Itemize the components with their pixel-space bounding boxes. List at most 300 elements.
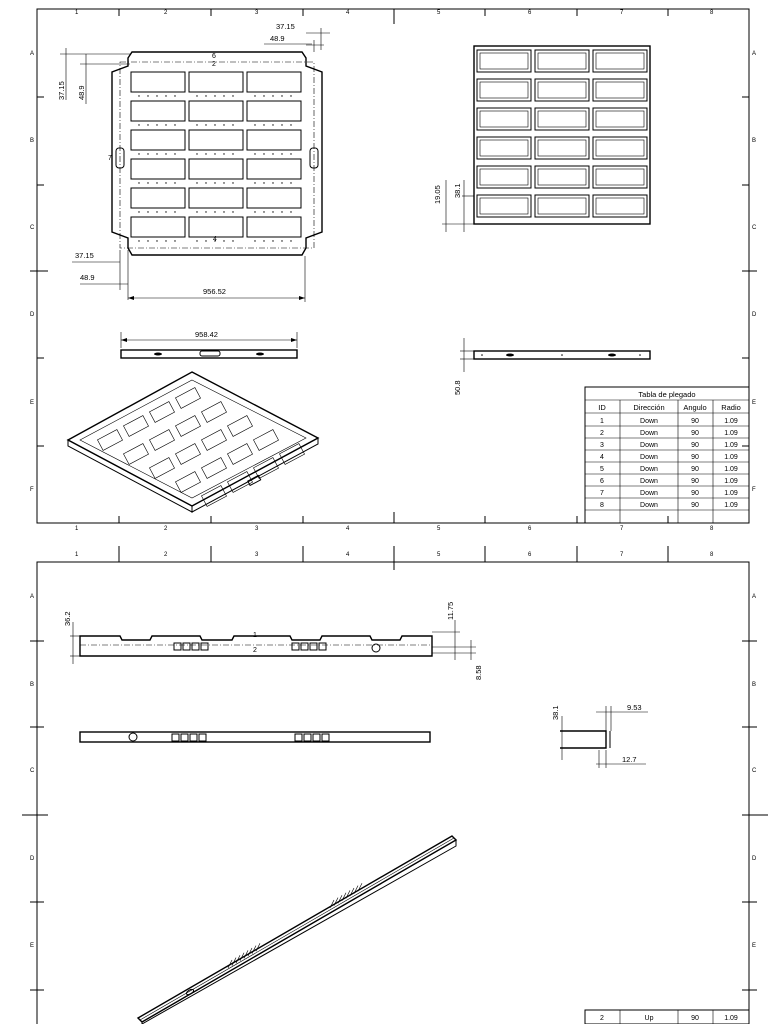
- cutout: [593, 166, 647, 188]
- iso-slot: [346, 890, 350, 898]
- table-cell: 2: [600, 1015, 604, 1022]
- rivet-dot: [281, 240, 282, 241]
- dimension: 8.58: [474, 665, 483, 680]
- vent-slot: [304, 734, 311, 741]
- col-label: 2: [164, 10, 168, 16]
- rivet-dot: [205, 95, 206, 96]
- rivet-dot: [165, 153, 166, 154]
- cutout: [131, 101, 185, 121]
- iso-cutout: [227, 444, 252, 465]
- table-cell: 7: [600, 490, 604, 497]
- dimension: 38.1: [551, 705, 560, 720]
- cutout-inner: [596, 198, 644, 214]
- bend-label: 4: [213, 236, 217, 243]
- row-label: D: [30, 312, 35, 318]
- top-flat-view: [57, 22, 330, 302]
- rivet-dot: [254, 95, 255, 96]
- rivet-dot: [156, 153, 157, 154]
- iso-cutout: [175, 472, 200, 493]
- vent-slot: [190, 734, 197, 741]
- cutout-grid-right: [477, 50, 647, 217]
- rivet-dot: [232, 240, 233, 241]
- table-cell: 6: [600, 478, 604, 485]
- iso-cutout: [149, 430, 174, 451]
- col-label: 7: [620, 10, 624, 16]
- vent-slot: [295, 734, 302, 741]
- rivet-dot: [165, 211, 166, 212]
- row-label: D: [30, 856, 35, 862]
- rivet-dot: [232, 211, 233, 212]
- iso-cutout: [253, 430, 278, 451]
- row-label: A: [752, 51, 757, 57]
- table-cell: 1.09: [724, 490, 738, 497]
- bend-label: 7: [108, 155, 112, 162]
- col-label: 3: [255, 10, 259, 16]
- table-cell: Down: [640, 442, 658, 449]
- rivet-dot: [254, 211, 255, 212]
- table-cell: 8: [600, 502, 604, 509]
- cutout-inner: [596, 169, 644, 185]
- rivet-dot: [174, 95, 175, 96]
- cutout: [593, 195, 647, 217]
- vent-slot: [292, 643, 299, 650]
- vent-slot: [172, 734, 179, 741]
- rivet-dot: [165, 124, 166, 125]
- rivet-dot: [205, 182, 206, 183]
- row-label: B: [30, 138, 35, 144]
- iso-cutout: [123, 416, 148, 437]
- table-cell: 90: [691, 454, 699, 461]
- col-label: 1: [75, 552, 79, 558]
- iso-cutout: [201, 402, 226, 423]
- table-cell: Down: [640, 490, 658, 497]
- rivet-dot: [272, 95, 273, 96]
- cutout-inner: [480, 82, 528, 98]
- vent-slots-2: [172, 734, 329, 741]
- vent-slot: [199, 734, 206, 741]
- iso-cutout: [175, 444, 200, 465]
- isometric-view: [68, 372, 318, 512]
- rivet-dot: [138, 240, 139, 241]
- cutout: [189, 101, 243, 121]
- rivet-dot: [223, 182, 224, 183]
- col-label: 6: [528, 526, 532, 532]
- cutout: [189, 159, 243, 179]
- cutout-inner: [480, 53, 528, 69]
- dimension: 48.9: [80, 273, 95, 282]
- vent-slot: [181, 734, 188, 741]
- rivet-dot: [138, 153, 139, 154]
- col-label: 8: [710, 552, 714, 558]
- row-label: C: [752, 768, 757, 774]
- rivet-dot: [138, 124, 139, 125]
- sheet1-row-labels-left: [30, 51, 35, 493]
- cutout-inner: [538, 140, 586, 156]
- iso-cutout: [175, 388, 200, 409]
- table-cell: 3: [600, 442, 604, 449]
- cutout: [131, 159, 185, 179]
- cutout: [131, 130, 185, 150]
- rivet-dot: [165, 182, 166, 183]
- rivet-dot: [281, 211, 282, 212]
- bend-label: 2: [212, 61, 216, 68]
- col-label: 4: [346, 526, 350, 532]
- table-cell: Down: [640, 502, 658, 509]
- rivet-dot: [232, 95, 233, 96]
- rivet-dot: [156, 95, 157, 96]
- row-label: B: [752, 138, 757, 144]
- table-cell: 90: [691, 466, 699, 473]
- iso-cutout: [123, 444, 148, 465]
- row-label: A: [30, 594, 35, 600]
- vent-slot: [322, 734, 329, 741]
- sheet2-row-labels-left: [30, 594, 35, 949]
- table-cell: 90: [691, 442, 699, 449]
- rivet-dot: [174, 124, 175, 125]
- vent-slot: [201, 643, 208, 650]
- cutout: [593, 108, 647, 130]
- col-label: 4: [346, 10, 350, 16]
- table-cell: 1.09: [724, 478, 738, 485]
- row-label: D: [752, 312, 757, 318]
- rivet-dot: [223, 153, 224, 154]
- table-cell: 90: [691, 418, 699, 425]
- rivet-dot: [290, 153, 291, 154]
- rivet-dot: [290, 95, 291, 96]
- cutout: [131, 188, 185, 208]
- cutout-inner: [596, 140, 644, 156]
- flat-strip-view: [63, 602, 483, 680]
- table-cell: 90: [691, 430, 699, 437]
- rivet-dot: [290, 240, 291, 241]
- table-cell: 90: [691, 502, 699, 509]
- iso-cutout: [253, 458, 278, 479]
- rivet-dot: [196, 124, 197, 125]
- row-label: E: [752, 943, 757, 949]
- col-label: 8: [710, 10, 714, 16]
- cutout: [477, 108, 531, 130]
- cutout: [477, 137, 531, 159]
- rivet-dot: [223, 124, 224, 125]
- table-cell: Down: [640, 466, 658, 473]
- iso-cutout: [97, 430, 122, 451]
- rivet-dot: [254, 240, 255, 241]
- rivet-dot: [156, 211, 157, 212]
- bend-label: 6: [212, 53, 216, 60]
- dimension: 50.8: [453, 380, 462, 395]
- rivet-dot: [147, 95, 148, 96]
- iso-cutout: [201, 430, 226, 451]
- rivet-dot: [138, 95, 139, 96]
- vent-slot: [319, 643, 326, 650]
- cutout: [189, 72, 243, 92]
- dimension: 48.9: [270, 34, 285, 43]
- isometric-bar: [138, 836, 456, 1024]
- cutout: [131, 72, 185, 92]
- rivet-dot: [263, 153, 264, 154]
- rivet-dot: [156, 240, 157, 241]
- cutout: [477, 79, 531, 101]
- rivet-dot: [254, 182, 255, 183]
- table-cell: 1.09: [724, 430, 738, 437]
- cutout-inner: [538, 82, 586, 98]
- rivet-dot: [147, 240, 148, 241]
- rivet-dot: [281, 153, 282, 154]
- dimension: 36.2: [63, 611, 72, 626]
- rivet-dot: [196, 211, 197, 212]
- rivet-dot: [147, 211, 148, 212]
- cutout: [535, 137, 589, 159]
- rivet-dot: [165, 240, 166, 241]
- row-label: F: [30, 487, 34, 493]
- cutout-inner: [480, 140, 528, 156]
- cutout-grid: [131, 72, 301, 242]
- dimension: 11.75: [446, 601, 455, 620]
- rivet-dot: [254, 153, 255, 154]
- rivet-dot: [196, 182, 197, 183]
- rivet-dot: [138, 182, 139, 183]
- round-hole: [372, 644, 380, 652]
- dimension: 37.15: [57, 81, 66, 100]
- table-title: Tabla de plegado: [638, 390, 696, 399]
- col-label: 7: [620, 526, 624, 532]
- dimension: 958.42: [195, 330, 218, 339]
- rivet-dot: [196, 153, 197, 154]
- rivet-dot: [196, 95, 197, 96]
- iso-cutout: [175, 416, 200, 437]
- row-label: C: [752, 225, 757, 231]
- rivet-dot: [263, 211, 264, 212]
- vent-slot: [313, 734, 320, 741]
- table-header: Radio: [721, 403, 741, 412]
- table-cell: 1.09: [724, 418, 738, 425]
- dimension: 37.15: [75, 251, 94, 260]
- cutout: [535, 195, 589, 217]
- cutout-inner: [538, 111, 586, 127]
- cutout-inner: [538, 198, 586, 214]
- rivet-dot: [214, 124, 215, 125]
- table-cell: Down: [640, 430, 658, 437]
- rivet-dot: [205, 124, 206, 125]
- sheet2-frame: [22, 546, 768, 1024]
- rivet-dot: [223, 240, 224, 241]
- table-cell: 1.09: [724, 502, 738, 509]
- rivet-dot: [223, 211, 224, 212]
- dimension: 48.9: [77, 85, 86, 100]
- table-cell: 1.09: [724, 1015, 738, 1022]
- dimension: 9.53: [627, 703, 642, 712]
- cutout-inner: [480, 198, 528, 214]
- rivet-dot: [232, 124, 233, 125]
- cutout-inner: [480, 169, 528, 185]
- rivet-dot: [272, 124, 273, 125]
- rivet-dot: [165, 95, 166, 96]
- table-cell: 5: [600, 466, 604, 473]
- cutout: [131, 217, 185, 237]
- cutout-inner: [596, 53, 644, 69]
- bend-table-2: [585, 1010, 749, 1024]
- cutout: [189, 217, 243, 237]
- rivet-dot: [205, 240, 206, 241]
- bend-label: 2: [253, 647, 257, 654]
- table-cell: 1.09: [724, 454, 738, 461]
- cutout-inner: [480, 111, 528, 127]
- vent-slot: [192, 643, 199, 650]
- section-detail: [551, 703, 648, 768]
- col-label: 4: [346, 552, 350, 558]
- cutout-inner: [538, 169, 586, 185]
- table-cell: Up: [644, 1015, 654, 1022]
- sheet1-column-labels-bottom: [75, 526, 714, 532]
- col-label: 5: [437, 552, 441, 558]
- cutout-inner: [596, 111, 644, 127]
- rivet-dot: [263, 95, 264, 96]
- col-label: 7: [620, 552, 624, 558]
- table-cell: 90: [691, 490, 699, 497]
- cutout: [247, 72, 301, 92]
- table-cell: Down: [640, 454, 658, 461]
- iso-cutout: [201, 458, 226, 479]
- rivet-dot: [272, 211, 273, 212]
- rivet-dot: [138, 211, 139, 212]
- side-strip-view: [453, 338, 650, 395]
- rivet-dot: [254, 124, 255, 125]
- row-label: A: [752, 594, 757, 600]
- cutout: [477, 195, 531, 217]
- iso-vent-slots: [228, 883, 362, 968]
- rivet-dot: [147, 182, 148, 183]
- row-label: B: [752, 682, 757, 688]
- iso-slot: [338, 895, 342, 903]
- cutout: [247, 217, 301, 237]
- rivet-dot: [281, 124, 282, 125]
- table-cell: 2: [600, 430, 604, 437]
- dimension: 19.05: [433, 185, 442, 204]
- row-label: E: [30, 400, 35, 406]
- dimension: 38.1: [453, 183, 462, 198]
- cutout: [247, 130, 301, 150]
- dimension: 956.52: [203, 287, 226, 296]
- iso-slot: [350, 888, 354, 896]
- rivet-dot: [263, 124, 264, 125]
- table-cell: 1.09: [724, 466, 738, 473]
- rivet-dot: [232, 182, 233, 183]
- rivet-dot: [196, 240, 197, 241]
- rivet-dot: [174, 153, 175, 154]
- col-label: 6: [528, 552, 532, 558]
- rivet-dot: [214, 211, 215, 212]
- iso-cutouts: [97, 388, 304, 507]
- col-label: 5: [437, 526, 441, 532]
- rivet-dot: [263, 182, 264, 183]
- cutout: [535, 166, 589, 188]
- cutout: [247, 159, 301, 179]
- rivet-dot: [156, 182, 157, 183]
- rivet-dot: [147, 124, 148, 125]
- rivet-dot: [174, 182, 175, 183]
- row-label: E: [752, 400, 757, 406]
- iso-cutout: [201, 486, 226, 507]
- vent-slot: [174, 643, 181, 650]
- cutout: [593, 137, 647, 159]
- row-label: D: [752, 856, 757, 862]
- rivet-dot: [281, 95, 282, 96]
- dimension: 37.15: [276, 22, 295, 31]
- table-cell: 90: [691, 478, 699, 485]
- rivet-dot: [147, 153, 148, 154]
- col-label: 2: [164, 526, 168, 532]
- iso-cutout: [227, 416, 252, 437]
- table-cell: Down: [640, 418, 658, 425]
- rivet-dot: [214, 153, 215, 154]
- bend-table: [585, 387, 749, 523]
- iso-cutout: [149, 402, 174, 423]
- cutout: [535, 79, 589, 101]
- rivet-dot: [214, 182, 215, 183]
- rivet-dot: [223, 95, 224, 96]
- rivet-dot: [205, 153, 206, 154]
- rivet-dot: [174, 211, 175, 212]
- cutout: [593, 79, 647, 101]
- iso-cutout: [279, 444, 304, 465]
- vent-slot: [301, 643, 308, 650]
- rivet-dot: [214, 95, 215, 96]
- cutout-inner: [596, 82, 644, 98]
- right-top-view: [433, 46, 650, 232]
- rivet-dot: [174, 240, 175, 241]
- vent-slot: [183, 643, 190, 650]
- table-cell: 4: [600, 454, 604, 461]
- rivet-dot: [272, 182, 273, 183]
- rivet-dot: [281, 182, 282, 183]
- table-cell: 1: [600, 418, 604, 425]
- rivet-dot: [205, 211, 206, 212]
- rivet-dot: [272, 153, 273, 154]
- rivet-dot: [156, 124, 157, 125]
- col-label: 3: [255, 552, 259, 558]
- cutout-inner: [538, 53, 586, 69]
- sheet2-row-labels-right: [752, 594, 757, 949]
- cutout: [189, 130, 243, 150]
- vent-slots: [174, 643, 326, 650]
- row-label: F: [752, 487, 756, 493]
- rivet-dot: [290, 124, 291, 125]
- row-label: E: [30, 943, 35, 949]
- row-label: C: [30, 225, 35, 231]
- rivet-dot: [263, 240, 264, 241]
- iso-slot: [334, 898, 338, 906]
- rivet-dot: [290, 211, 291, 212]
- cutout: [189, 188, 243, 208]
- col-label: 6: [528, 10, 532, 16]
- col-label: 5: [437, 10, 441, 16]
- vent-slot: [310, 643, 317, 650]
- cutout: [535, 108, 589, 130]
- table-cell: 1.09: [724, 442, 738, 449]
- table-header: Dirección: [633, 403, 665, 412]
- rivet-dot: [272, 240, 273, 241]
- row-label: C: [30, 768, 35, 774]
- col-label: 1: [75, 10, 79, 16]
- bend-label: 1: [253, 632, 257, 639]
- col-label: 3: [255, 526, 259, 532]
- iso-cutout: [149, 458, 174, 479]
- rivet-dot: [290, 182, 291, 183]
- col-label: 2: [164, 552, 168, 558]
- cutout: [247, 101, 301, 121]
- strip-view-2: [80, 732, 430, 742]
- dimension: 12.7: [622, 755, 637, 764]
